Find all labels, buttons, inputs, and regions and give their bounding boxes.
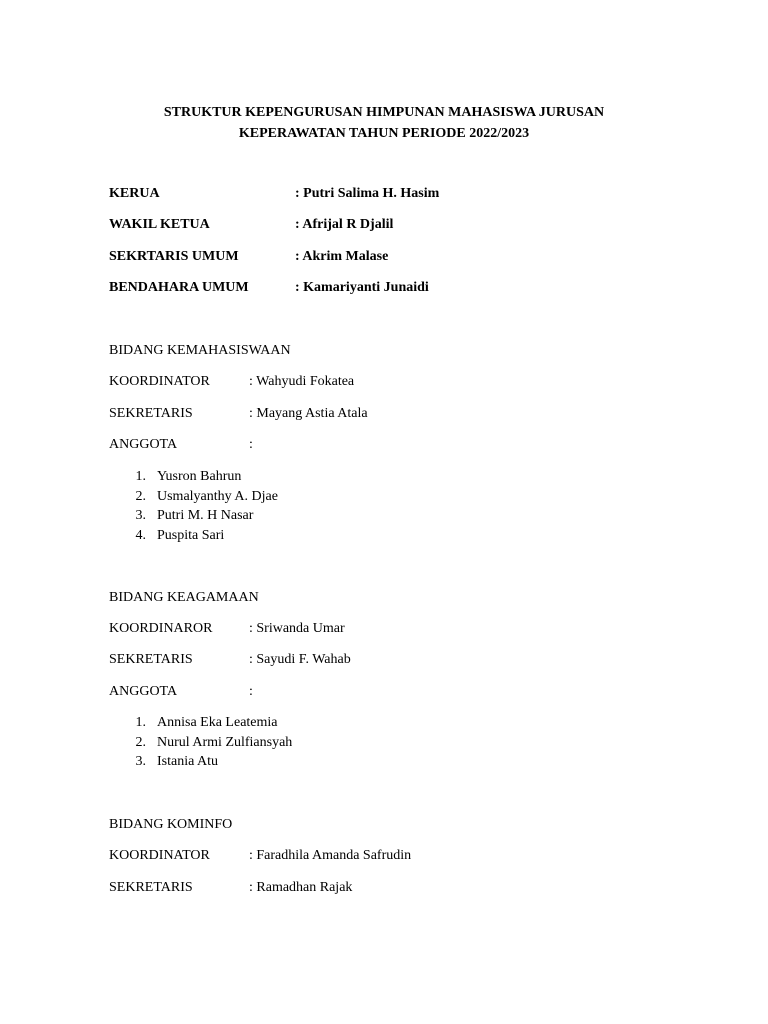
row-label: ANGGOTA — [109, 684, 178, 699]
item-number: 1. — [135, 469, 146, 484]
row-label: KOORDINATOR — [109, 374, 210, 389]
row-value: : Faradhila Amanda Safrudin — [249, 848, 412, 863]
member-name: Puspita Sari — [157, 528, 225, 544]
officer-value: : Afrijal R Djalil — [295, 217, 394, 232]
row-label: SEKRETARIS — [109, 406, 193, 421]
item-number: 2. — [135, 734, 146, 750]
row-label: SEKRETARIS — [109, 652, 193, 667]
row-value: : Sriwanda Umar — [249, 621, 345, 636]
member-name: Nurul Armi Zulfiansyah — [157, 734, 293, 750]
item-number: 2. — [135, 488, 146, 504]
officer-label: KERUA — [109, 186, 160, 201]
member-name: Istania Atu — [157, 754, 219, 770]
row-value: : Wahyudi Fokatea — [249, 374, 355, 389]
item-number: 4. — [135, 528, 146, 544]
section-heading: BIDANG KEAGAMAAN — [109, 590, 259, 605]
title-line-2: KEPERAWATAN TAHUN PERIODE 2022/2023 — [238, 126, 530, 141]
officer-value: : Kamariyanti Junaidi — [295, 280, 429, 295]
row-label: KOORDINATOR — [109, 848, 210, 863]
member-name: Annisa Eka Leatemia — [157, 715, 278, 730]
item-number: 3. — [135, 754, 146, 770]
document-title — [0, 102, 768, 144]
row-label: KOORDINAROR — [109, 621, 213, 636]
row-value: : Mayang Astia Atala — [249, 406, 368, 421]
section-heading: BIDANG KOMINFO — [109, 817, 233, 832]
officer-label: SEKRTARIS UMUM — [109, 249, 239, 264]
row-value: : — [249, 437, 253, 452]
row-value: : Sayudi F. Wahab — [249, 652, 351, 667]
item-number: 3. — [135, 508, 146, 524]
member-name: Usmalyanthy A. Djae — [157, 488, 278, 504]
row-value: : — [249, 684, 253, 699]
section-heading: BIDANG KEMAHASISWAAN — [109, 343, 291, 358]
officer-value: : Putri Salima H. Hasim — [295, 186, 440, 201]
row-value: : Ramadhan Rajak — [249, 880, 353, 895]
row-label: SEKRETARIS — [109, 880, 193, 895]
member-name: Putri M. H Nasar — [157, 508, 254, 524]
member-name: Yusron Bahrun — [157, 469, 242, 484]
officer-label: BENDAHARA UMUM — [109, 280, 249, 295]
title-line-1: STRUKTUR KEPENGURUSAN HIMPUNAN MAHASISWA JURUSAN — [163, 105, 605, 120]
row-label: ANGGOTA — [109, 437, 178, 452]
officer-value: : Akrim Malase — [295, 249, 389, 264]
item-number: 1. — [135, 715, 146, 730]
officer-label: WAKIL KETUA — [109, 217, 210, 232]
